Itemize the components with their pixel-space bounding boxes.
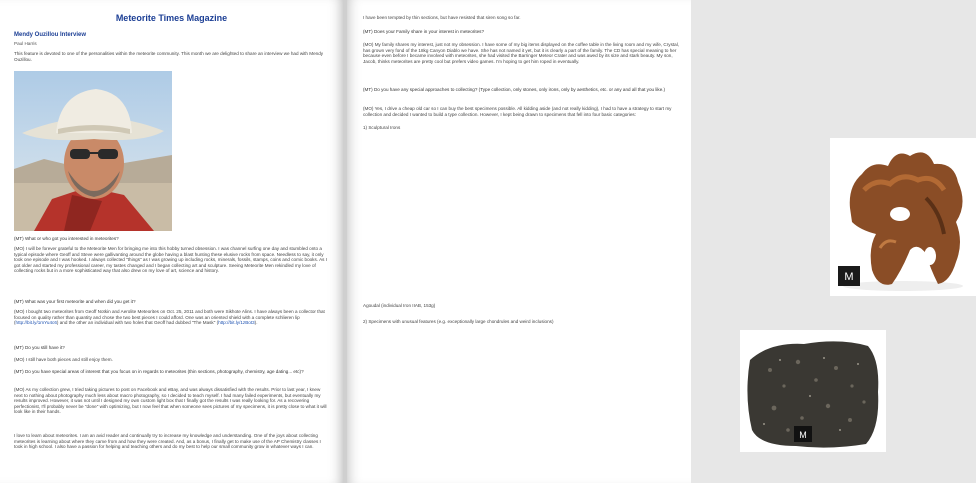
question-4: (MT) Do you have special areas of interest that you focus on in regards to meteorites (thin sections, photography, chemistry, age dating... etc)? [14, 369, 304, 374]
answer-2-text-mid: ) and the other an individual with two holes that Geoff had dubbed "The Mask" ( [56, 320, 219, 326]
right-page [347, 0, 854, 483]
answer-3: (MO) I still have both pieces and still enjoy them. [14, 357, 113, 362]
answer-collecting: (MO) Yes, I drive a cheap old car so I can buy the best specimens possible. All kidding aside (and not really kidding), I had to have a strategy to start my collection and decided I wanted to build a type collection. However, I kept being drawn to specimens that fell into four basic categories: [363, 106, 672, 117]
byline: Paul Harris [14, 41, 37, 46]
question-family: (MT) Does your Family share in your interest in meteorites? [363, 29, 485, 34]
left-page [0, 0, 343, 483]
magazine-title: Meteorite Times Magazine [115, 13, 228, 23]
category-2-label: 2) Specimens with unusual features (e.g. exceptionally large chondrules and weird inclusions) [363, 319, 554, 324]
chondrite-slice-photo [740, 330, 886, 452]
intro-paragraph: This feature is devoted to one of the personalities within the meteorite community. This month we are delighted to share an interview we had with Mendy Ouzillou. [14, 51, 324, 62]
question-2: (MT) What was your first meteorite and when did you get it? [14, 299, 136, 304]
answer-4: (MO) As my collection grew, I tried taking pictures to post on Facebook and eBay, and was always dissatisfied with the results. Prior to last year, I knew next to nothing about photography much less about macro photography, so I decided to teach myself. I had many failed experiments, but eventually my results improved. However, it was not until I designed my own custom light box that I finally got the results I was really looking for. As a recovering perfectionist, I'll probably never be "done" with optimizing, but I now feel that when someone sees pictures of my specimens, it is pretty close to what it will look like in their hands. [14, 387, 327, 415]
question-3: (MT) Do you still have it? [14, 345, 65, 350]
link-shield-specimen[interactable]: http://bit.ly/1mYu4c6 [15, 320, 57, 326]
stand-logo-2: M [799, 430, 807, 440]
answer-2 [14, 309, 330, 326]
answer-5: I love to learn about meteorites. I am an avid reader and continually try to increase my knowledge and understanding. One of the joys about collecting meteorites is learning about where they came from and how they were created. And, as a bonus, I finally get to make use of the AP Chemistry classes I took in high school. I also have a passion for helping and teaching others and do my best to help our small community grow in whatever ways I can. [14, 433, 321, 450]
article-title: Mendy Ouzillou Interview [14, 32, 87, 38]
answer-2-text-end: ). [254, 320, 258, 326]
thin-section-note: I have been tempted by thin sections, but have resisted that siren song so far. [363, 15, 521, 20]
stand-logo-1: M [844, 271, 854, 283]
portrait-photo [14, 71, 172, 231]
answer-2-text-start: (MO) I bought two meteorites from Geoff Notkin and Aerolite Meteorites on Oct. 25, 2011 and both were Sikhote Alins. I have always been a collector that focused on quality rather than quantity and chose the two best pieces I could afford. One was an oriented shield with a complete schlieren lip ( [14, 309, 325, 326]
answer-1: (MO) I will be forever grateful to the Meteorite Men for bringing me into this hobby turned obsession. I was channel surfing one day and stumbled onto a typical episode where Geoff and Steve were gallivanting around the globe having a blast hunting these elusive rocks from space. Needless to say, it only took one episode and I was hooked. I always collected "things" as I was growing up including rocks, minerals, fossils, stamps, coins and comic books. As I got older and started my professional career, my tastes changed and I began collecting art and sculpture. Seeing Meteorite Men rekindled my love of collecting rocks but in a more sophisticated way that also drew on my love of art, science and history. [14, 246, 327, 274]
question-collecting: (MT) Do you have any special approaches to collecting? (Type collection, only stones, only irons, only by aesthetics, etc. or any and all that you like.) [363, 87, 666, 92]
agoudal-iron-photo [830, 138, 976, 296]
answer-family: (MO) My family shares my interest, just not my obsession. I have some of my big items displayed on the coffee table in the living room and my wife, Crystal, has grown very fond of the 18kg Canyon Diablo we have. She has not named it yet, but it is clearly a part of the family. The CD has special meaning to her because even before I became involved with meteorites, she had visited the Barringer Meteor Crater and was awed by its size and stark beauty. My son, Jacob, thinks meteorites are pretty cool but prefers video games. I'm hoping to get him roped in eventually. [363, 42, 679, 64]
category-1-label: 1) Sculptural Irons [363, 125, 401, 130]
question-1: (MT) What or who got you interested in meteorites? [14, 236, 119, 241]
caption-agoudal: Agoudal (individual Iron IIAB, 153g) [363, 303, 436, 308]
link-mask-specimen[interactable]: http://bit.ly/1zBot3 [218, 320, 255, 326]
